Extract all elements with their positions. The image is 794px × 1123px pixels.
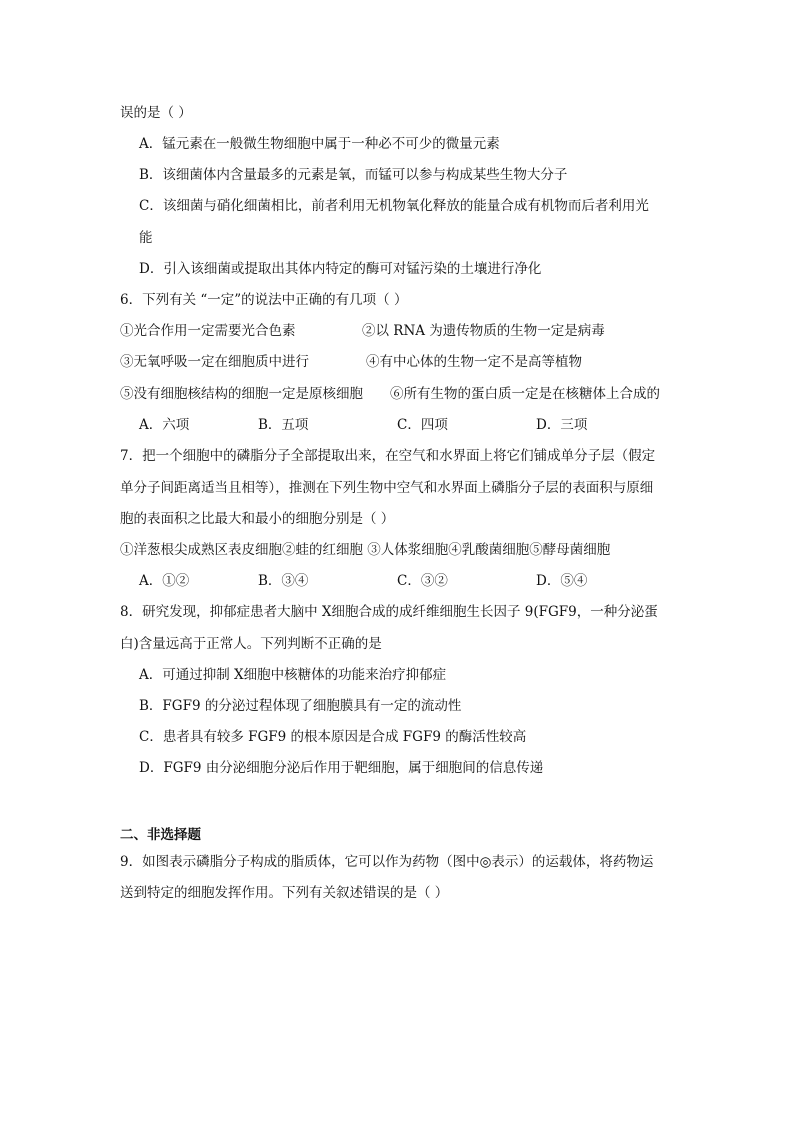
q6-choice-a: A．六项 xyxy=(139,417,190,433)
q8-option-a: A．可通过抑制 X细胞中核糖体的功能来治疗抑郁症 xyxy=(139,667,447,683)
section-title: 二、非选择题 xyxy=(120,827,201,843)
q6-choice-d: D．三项 xyxy=(536,417,588,433)
q5-option-a: A．锰元素在一般微生物细胞中属于一种必不可少的微量元素 xyxy=(139,136,500,152)
q7-stem-line-2: 单分子间距离适当且相等），推测在下列生物中空气和水界面上磷脂分子层的表面积与原细 xyxy=(120,480,654,496)
q6-choice-b: B．五项 xyxy=(258,417,309,433)
q8-stem-line-2: 白)含量远高于正常人。下列判断不正确的是 xyxy=(120,636,382,652)
q6-statement-3: ③无氧呼吸一定在细胞质中进行 xyxy=(120,354,309,370)
q9-stem-line-2: 送到特定的细胞发挥作用。下列有关叙述错误的是（ ） xyxy=(120,885,449,901)
q8-option-c: C．患者具有较多 FGF9 的根本原因是合成 FGF9 的酶活性较高 xyxy=(139,729,527,745)
q5-stem-tail: 误的是（ ） xyxy=(120,105,192,121)
q8-option-b: B．FGF9 的分泌过程体现了细胞膜具有一定的流动性 xyxy=(139,698,462,714)
q6-statement-6: ⑥所有生物的蛋白质一定是在核糖体上合成的 xyxy=(390,386,660,402)
q5-option-c-cont: 能 xyxy=(139,230,153,246)
q6-choice-c: C．四项 xyxy=(397,417,448,433)
q7-choice-c: C．③② xyxy=(397,573,448,589)
q5-option-b: B．该细菌体内含量最多的元素是氧，而锰可以参与构成某些生物大分子 xyxy=(139,167,568,183)
q6-stem: 6．下列有关 “一定”的说法中正确的有几项（ ） xyxy=(120,292,408,308)
q5-option-d: D．引入该细菌或提取出其体内特定的酶可对锰污染的土壤进行净化 xyxy=(139,261,542,277)
q8-stem-line-1: 8．研究发现，抑郁症患者大脑中 X细胞合成的成纤维细胞生长因子 9(FGF9，一种分泌蛋 xyxy=(120,604,658,620)
q6-statement-2: ②以 RNA 为遗传物质的生物一定是病毒 xyxy=(362,323,605,339)
q6-statement-4: ④有中心体的生物一定不是高等植物 xyxy=(366,354,582,370)
q7-stem-line-3: 胞的表面积之比最大和最小的细胞分别是（ ） xyxy=(120,511,395,527)
q9-stem-line-1: 9．如图表示磷脂分子构成的脂质体，它可以作为药物（图中◎表示）的运载体，将药物运 xyxy=(120,854,654,870)
q6-statement-5: ⑤没有细胞核结构的细胞一定是原核细胞 xyxy=(120,386,363,402)
q8-option-d: D．FGF9 由分泌细胞分泌后作用于靶细胞，属于细胞间的信息传递 xyxy=(139,760,544,776)
q7-choice-b: B．③④ xyxy=(258,573,309,589)
q7-choice-a: A．①② xyxy=(139,573,190,589)
q6-statement-1: ①光合作用一定需要光合色素 xyxy=(120,323,296,339)
q5-option-c: C．该细菌与硝化细菌相比，前者利用无机物氧化释放的能量合成有机物而后者利用光 xyxy=(139,198,649,214)
q7-stem-line-1: 7．把一个细胞中的磷脂分子全部提取出来，在空气和水界面上将它们铺成单分子层（假定 xyxy=(120,448,656,464)
q7-choice-d: D．⑤④ xyxy=(536,573,588,589)
q7-items: ①洋葱根尖成熟区表皮细胞②蛙的红细胞 ③人体浆细胞④乳酸菌细胞⑤酵母菌细胞 xyxy=(120,542,611,558)
